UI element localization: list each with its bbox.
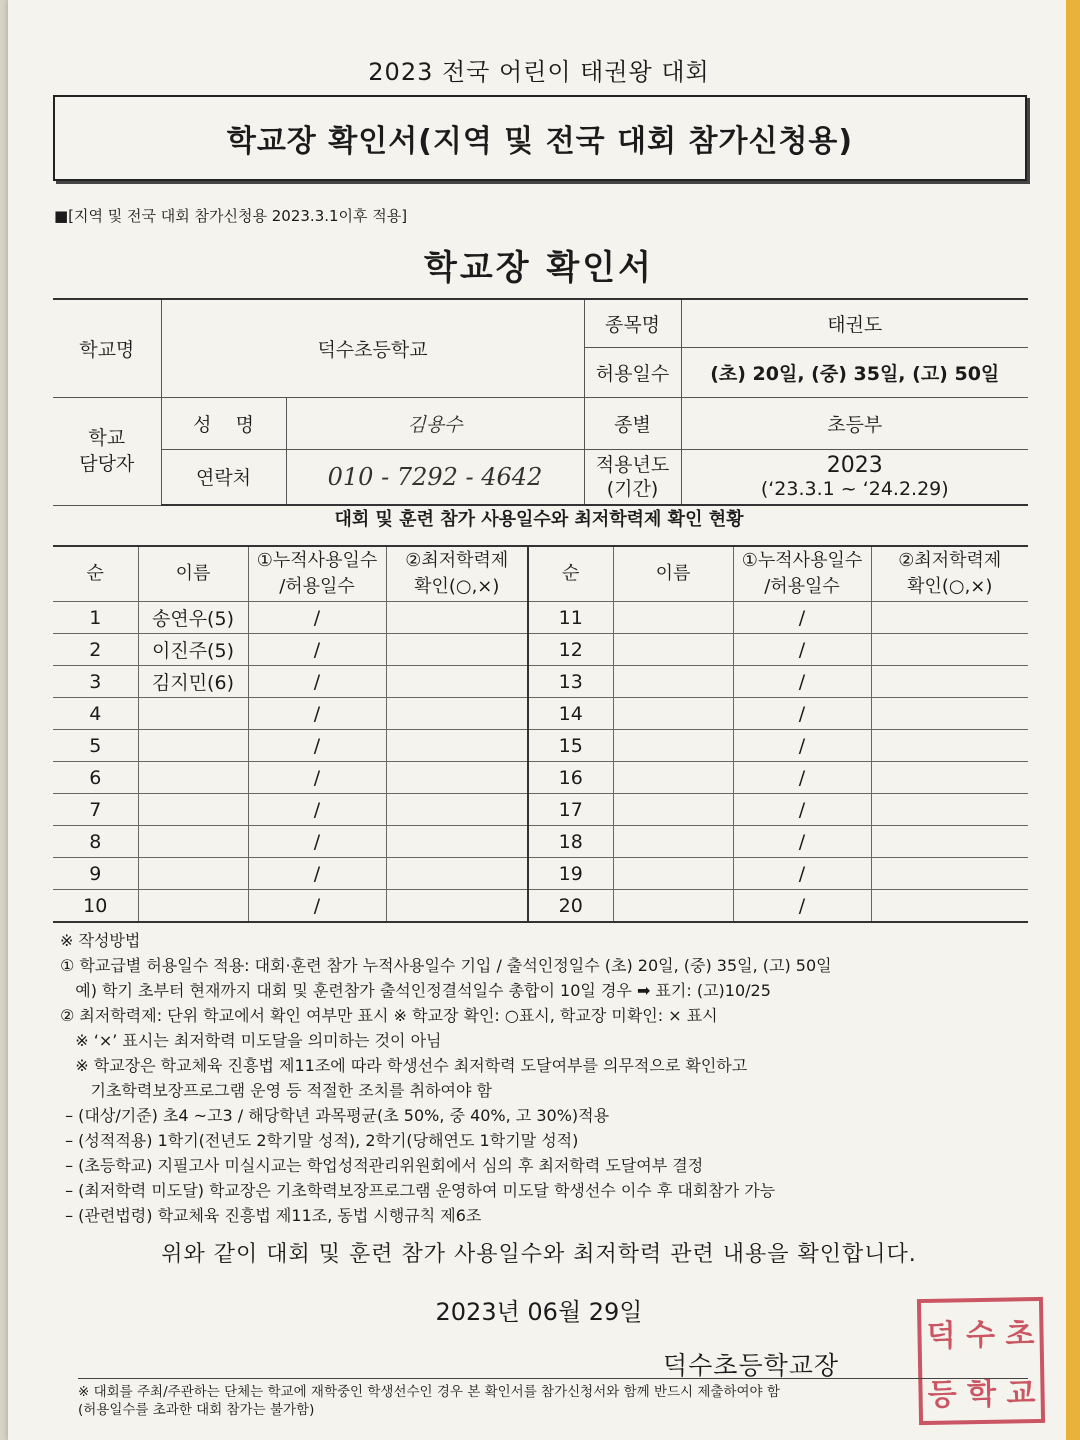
cell-no: 8 <box>53 826 138 858</box>
form-code: ■[지역 및 전국 대회 참가신청용 2023.3.1이후 적용] <box>54 207 408 225</box>
usage-table <box>53 545 1028 923</box>
yellow-tape <box>1066 0 1080 1440</box>
event-value: 태권도 <box>681 299 1028 347</box>
cell-no: 14 <box>528 698 613 730</box>
header-check: ②최저학력제 확인(○,×) <box>871 546 1028 602</box>
instruction-line: – (대상/기준) 초4 ~고3 / 해당학년 과목평균(초 50%, 중 40%, 고 30%)적용 <box>60 1106 610 1125</box>
instruction-line: ※ ‘×’ 표시는 최저학력 미도달을 의미하는 것이 아님 <box>60 1031 442 1050</box>
cell-name <box>613 826 733 858</box>
cell-days: / <box>248 826 386 858</box>
cell-check <box>386 666 528 698</box>
cell-name <box>138 826 248 858</box>
cell-name: 송연우(5) <box>138 602 248 634</box>
header-days: ①누적사용일수 /허용일수 <box>733 546 871 602</box>
school-value: 덕수초등학교 <box>161 299 584 397</box>
header-no: 순 <box>528 546 613 602</box>
footnote: ※ 대회를 주최/주관하는 단체는 학교에 재학중인 학생선수인 경우 본 확인서를 참가신청서와 함께 반드시 제출하여야 함 (허용일수를 초과한 대회 참가는 불가함) <box>78 1378 1028 1419</box>
cell-days: / <box>733 666 871 698</box>
cell-days: / <box>248 602 386 634</box>
cell-days: / <box>248 794 386 826</box>
header-check: ②최저학력제 확인(○,×) <box>386 546 528 602</box>
cell-days: / <box>248 762 386 794</box>
cell-days: / <box>733 858 871 890</box>
event-label: 종목명 <box>584 299 681 347</box>
cell-check <box>871 602 1028 634</box>
cell-check <box>871 666 1028 698</box>
allowed-label: 허용일수 <box>584 347 681 397</box>
cell-check <box>386 762 528 794</box>
cell-check <box>386 634 528 666</box>
table-row <box>53 890 1028 923</box>
division-value: 초등부 <box>681 397 1028 449</box>
contact-label: 연락처 <box>161 449 286 505</box>
document-page <box>8 0 1070 1440</box>
cell-days: / <box>248 634 386 666</box>
cell-no: 13 <box>528 666 613 698</box>
header-name: 이름 <box>613 546 733 602</box>
cell-days: / <box>733 730 871 762</box>
cell-name <box>138 762 248 794</box>
cell-check <box>386 826 528 858</box>
table-row <box>53 762 1028 794</box>
cell-name <box>613 666 733 698</box>
cell-check <box>386 698 528 730</box>
cell-name <box>613 858 733 890</box>
cell-check <box>386 890 528 923</box>
cell-days: / <box>248 890 386 923</box>
cell-name: 이진주(5) <box>138 634 248 666</box>
seal-char: 교 <box>1006 1375 1036 1412</box>
seal-char: 초 <box>1005 1316 1035 1353</box>
cell-name <box>138 890 248 923</box>
year-value: 2023 <box>826 453 883 479</box>
table-row <box>53 826 1028 858</box>
seal-char: 수 <box>965 1317 996 1353</box>
instruction-line: 예) 학기 초부터 현재까지 대회 및 훈련참가 출석인정결석일수 총합이 10일 경우 ➡ 표기: (고)10/25 <box>60 981 771 1000</box>
instruction-line: – (성적적용) 1학기(전년도 2학기말 성적), 2학기(당해연도 1학기말 성적) <box>60 1131 579 1150</box>
instruction-line: ※ 작성방법 <box>60 931 141 950</box>
instruction-line: ① 학교급별 허용일수 적용: 대회·훈련 참가 누적사용일수 기입 / 출석인정일수 (초) 20일, (중) 35일, (고) 50일 <box>60 956 832 975</box>
table-row <box>53 666 1028 698</box>
cell-days: / <box>248 858 386 890</box>
cell-name <box>613 730 733 762</box>
table-row <box>53 730 1028 762</box>
cell-no: 3 <box>53 666 138 698</box>
cell-no: 16 <box>528 762 613 794</box>
cell-no: 4 <box>53 698 138 730</box>
cell-name: 김지민(6) <box>138 666 248 698</box>
cell-no: 10 <box>53 890 138 923</box>
event-title: 2023 전국 어린이 태권왕 대회 <box>368 58 710 86</box>
instruction-line: ※ 학교장은 학교체육 진흥법 제11조에 따라 학생선수 최저학력 도달여부를 의무적으로 확인하고 <box>60 1056 748 1075</box>
cell-check <box>871 890 1028 923</box>
confirmation-statement: 위와 같이 대회 및 훈련 참가 사용일수와 최저학력 관련 내용을 확인합니다. <box>161 1242 917 1267</box>
cell-no: 20 <box>528 890 613 923</box>
issue-date: 2023년 06월 29일 <box>435 1298 643 1326</box>
cell-no: 18 <box>528 826 613 858</box>
cell-check <box>871 858 1028 890</box>
cell-check <box>871 826 1028 858</box>
cell-check <box>871 634 1028 666</box>
cell-name <box>138 794 248 826</box>
cell-name <box>613 762 733 794</box>
manager-label: 학교 담당자 <box>53 397 161 505</box>
header-days: ①누적사용일수 /허용일수 <box>248 546 386 602</box>
instruction-line: – (최저학력 미도달) 학교장은 기초학력보장프로그램 운영하여 미도달 학생선수 이수 후 대회참가 가능 <box>60 1181 776 1200</box>
year-cell <box>681 449 1028 505</box>
header-no: 순 <box>53 546 138 602</box>
cell-days: / <box>248 666 386 698</box>
cell-name <box>138 698 248 730</box>
seal-char: 학 <box>966 1376 997 1412</box>
cell-name <box>613 890 733 923</box>
table-row <box>53 858 1028 890</box>
allowed-value: (초) 20일, (중) 35일, (고) 50일 <box>681 347 1028 397</box>
cell-name <box>613 794 733 826</box>
cell-days: / <box>733 826 871 858</box>
table-row <box>53 794 1028 826</box>
table-row <box>53 698 1028 730</box>
section-title: 대회 및 훈련 참가 사용일수와 최저학력제 확인 현황 <box>334 509 744 530</box>
boxed-title: 학교장 확인서(지역 및 전국 대회 참가신청용) <box>53 95 1027 181</box>
cell-name <box>613 634 733 666</box>
cell-check <box>386 730 528 762</box>
header-name: 이름 <box>138 546 248 602</box>
year-label: 적용년도 (기간) <box>584 449 681 505</box>
instruction-line: – (관련법령) 학교체육 진흥법 제11조, 동법 시행규칙 제6조 <box>60 1206 482 1225</box>
cell-days: / <box>733 794 871 826</box>
cell-no: 2 <box>53 634 138 666</box>
seal-char: 덕 <box>926 1317 957 1354</box>
cell-check <box>871 698 1028 730</box>
cell-no: 1 <box>53 602 138 634</box>
cell-days: / <box>733 698 871 730</box>
instruction-line: 기초학력보장프로그램 운영 등 적절한 조치를 취하여야 함 <box>60 1081 492 1100</box>
table-row <box>53 634 1028 666</box>
division-label: 종별 <box>584 397 681 449</box>
cell-check <box>386 602 528 634</box>
table-row <box>53 602 1028 634</box>
info-table <box>53 298 1028 506</box>
cell-no: 17 <box>528 794 613 826</box>
principal-name: 덕수초등학교장 <box>663 1351 840 1380</box>
instructions <box>60 928 1020 1228</box>
cell-name <box>138 730 248 762</box>
main-title: 학교장 확인서 <box>424 248 654 288</box>
cell-no: 19 <box>528 858 613 890</box>
cell-days: / <box>733 602 871 634</box>
instruction-line: – (초등학교) 지필고사 미실시교는 학업성적관리위원회에서 심의 후 최저학력 도달여부 결정 <box>60 1156 704 1175</box>
cell-name <box>138 858 248 890</box>
name-value: 김용수 <box>286 397 584 449</box>
cell-check <box>386 858 528 890</box>
cell-days: / <box>733 634 871 666</box>
name-label: 성 명 <box>161 397 286 449</box>
cell-no: 5 <box>53 730 138 762</box>
cell-check <box>871 794 1028 826</box>
cell-no: 6 <box>53 762 138 794</box>
cell-no: 9 <box>53 858 138 890</box>
cell-check <box>871 730 1028 762</box>
cell-days: / <box>248 698 386 730</box>
cell-days: / <box>733 890 871 923</box>
instruction-line: ② 최저학력제: 단위 학교에서 확인 여부만 표시 ※ 학교장 확인: ○표시, 학교장 미확인: × 표시 <box>60 1006 718 1025</box>
cell-no: 15 <box>528 730 613 762</box>
seal-char: 등 <box>927 1376 958 1413</box>
period-value: (‘23.3.1 ~ ‘24.2.29) <box>760 478 949 501</box>
cell-no: 11 <box>528 602 613 634</box>
cell-days: / <box>248 730 386 762</box>
cell-name <box>613 602 733 634</box>
cell-no: 12 <box>528 634 613 666</box>
cell-no: 7 <box>53 794 138 826</box>
cell-check <box>386 794 528 826</box>
cell-days: / <box>733 762 871 794</box>
school-label: 학교명 <box>53 299 161 397</box>
cell-name <box>613 698 733 730</box>
contact-value: 010 - 7292 - 4642 <box>286 449 584 505</box>
cell-check <box>871 762 1028 794</box>
